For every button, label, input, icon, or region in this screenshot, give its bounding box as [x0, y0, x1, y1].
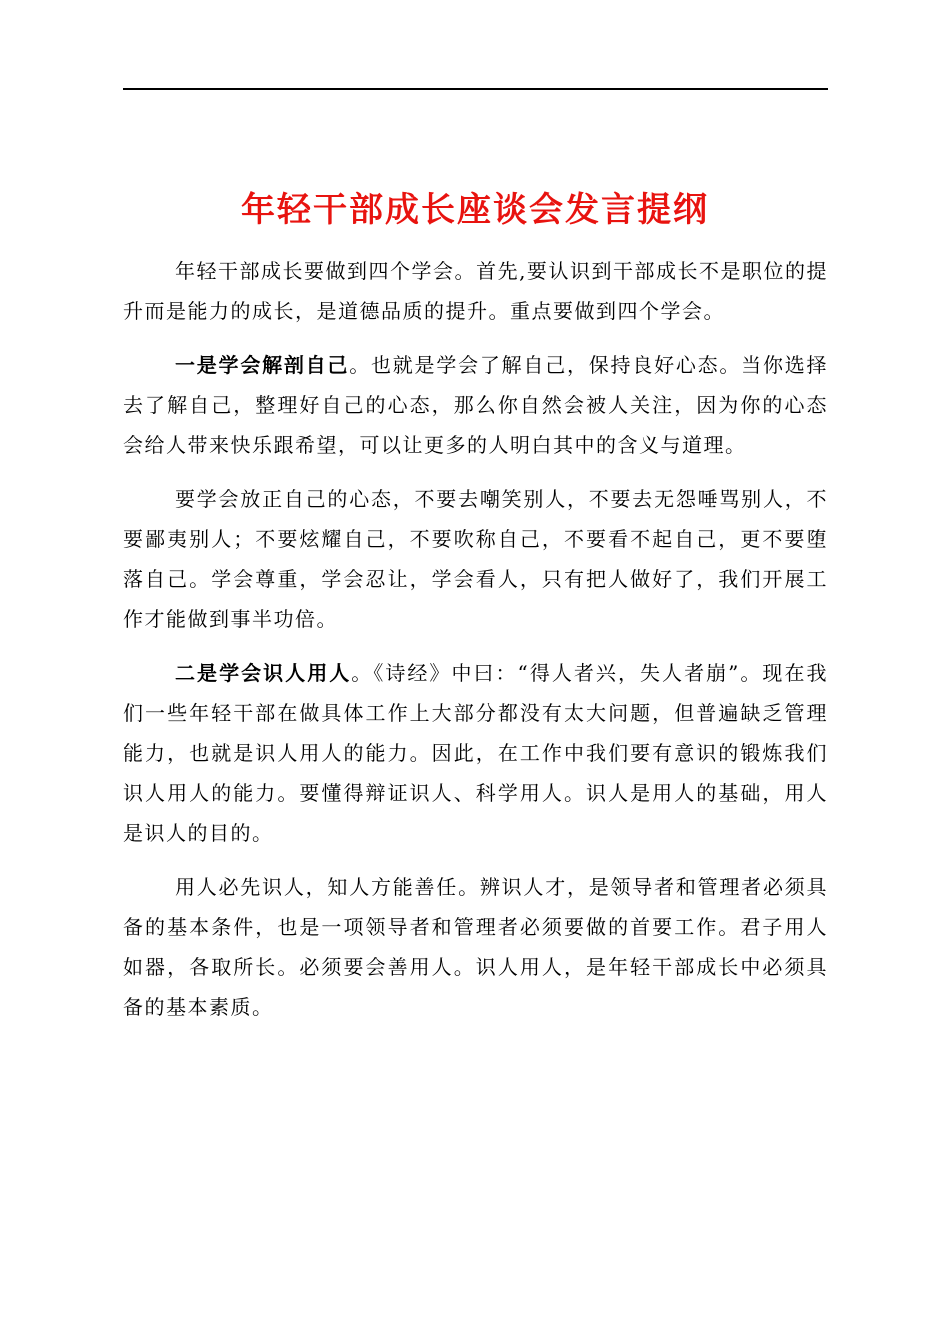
document-title: 年轻干部成长座谈会发言提纲	[241, 190, 709, 230]
paragraph-text: 。《诗经》中曰：“得人者兴，失人者崩”。现在我们一些年轻干部在做具体工作上大部分都没有太大问题，但普遍缺乏管理能力，也就是识人用人的能力。因此，在工作中我们要有意识的锻炼我们识人用人的能力。要懂得辩证识人、科学用人。识人是用人的基础，用人是识人的目的。	[123, 661, 828, 845]
paragraph-text: 要学会放正自己的心态，不要去嘲笑别人，不要去无怨唾骂别人，不要鄙夷别人；不要炫耀自己，不要吹称自己，不要看不起自己，更不要堕落自己。学会尊重，学会忍让，学会看人，只有把人做好了，我们开展工作才能做到事半功倍。	[123, 487, 828, 631]
paragraph-point-two	[123, 653, 828, 853]
paragraph-text: 。也就是学会了解自己，保持良好心态。当你选择去了解自己，整理好自己的心态，那么你自然会被人关注，因为你的心态会给人带来快乐跟希望，可以让更多的人明白其中的含义与道理。	[123, 353, 829, 457]
paragraph-use-people	[123, 867, 828, 1027]
paragraph-text: 用人必先识人，知人方能善任。辨识人才，是领导者和管理者必须具备的基本条件，也是一项领导者和管理者必须要做的首要工作。君子用人如器，各取所长。必须要会善用人。识人用人，是年轻干部成长中必须具备的基本素质。	[123, 875, 828, 1019]
paragraph-mindset	[123, 479, 828, 639]
paragraph-lead: 二是学会识人用人	[175, 661, 352, 685]
paragraph-text: 年轻干部成长要做到四个学会。首先,要认识到干部成长不是职位的提升而是能力的成长，是道德品质的提升。重点要做到四个学会。	[123, 259, 828, 323]
header-rule	[123, 88, 828, 90]
paragraph-lead: 一是学会解剖自己	[175, 353, 350, 377]
paragraph-point-one	[123, 345, 828, 465]
paragraph-intro	[123, 251, 828, 331]
document-body	[123, 251, 828, 1041]
